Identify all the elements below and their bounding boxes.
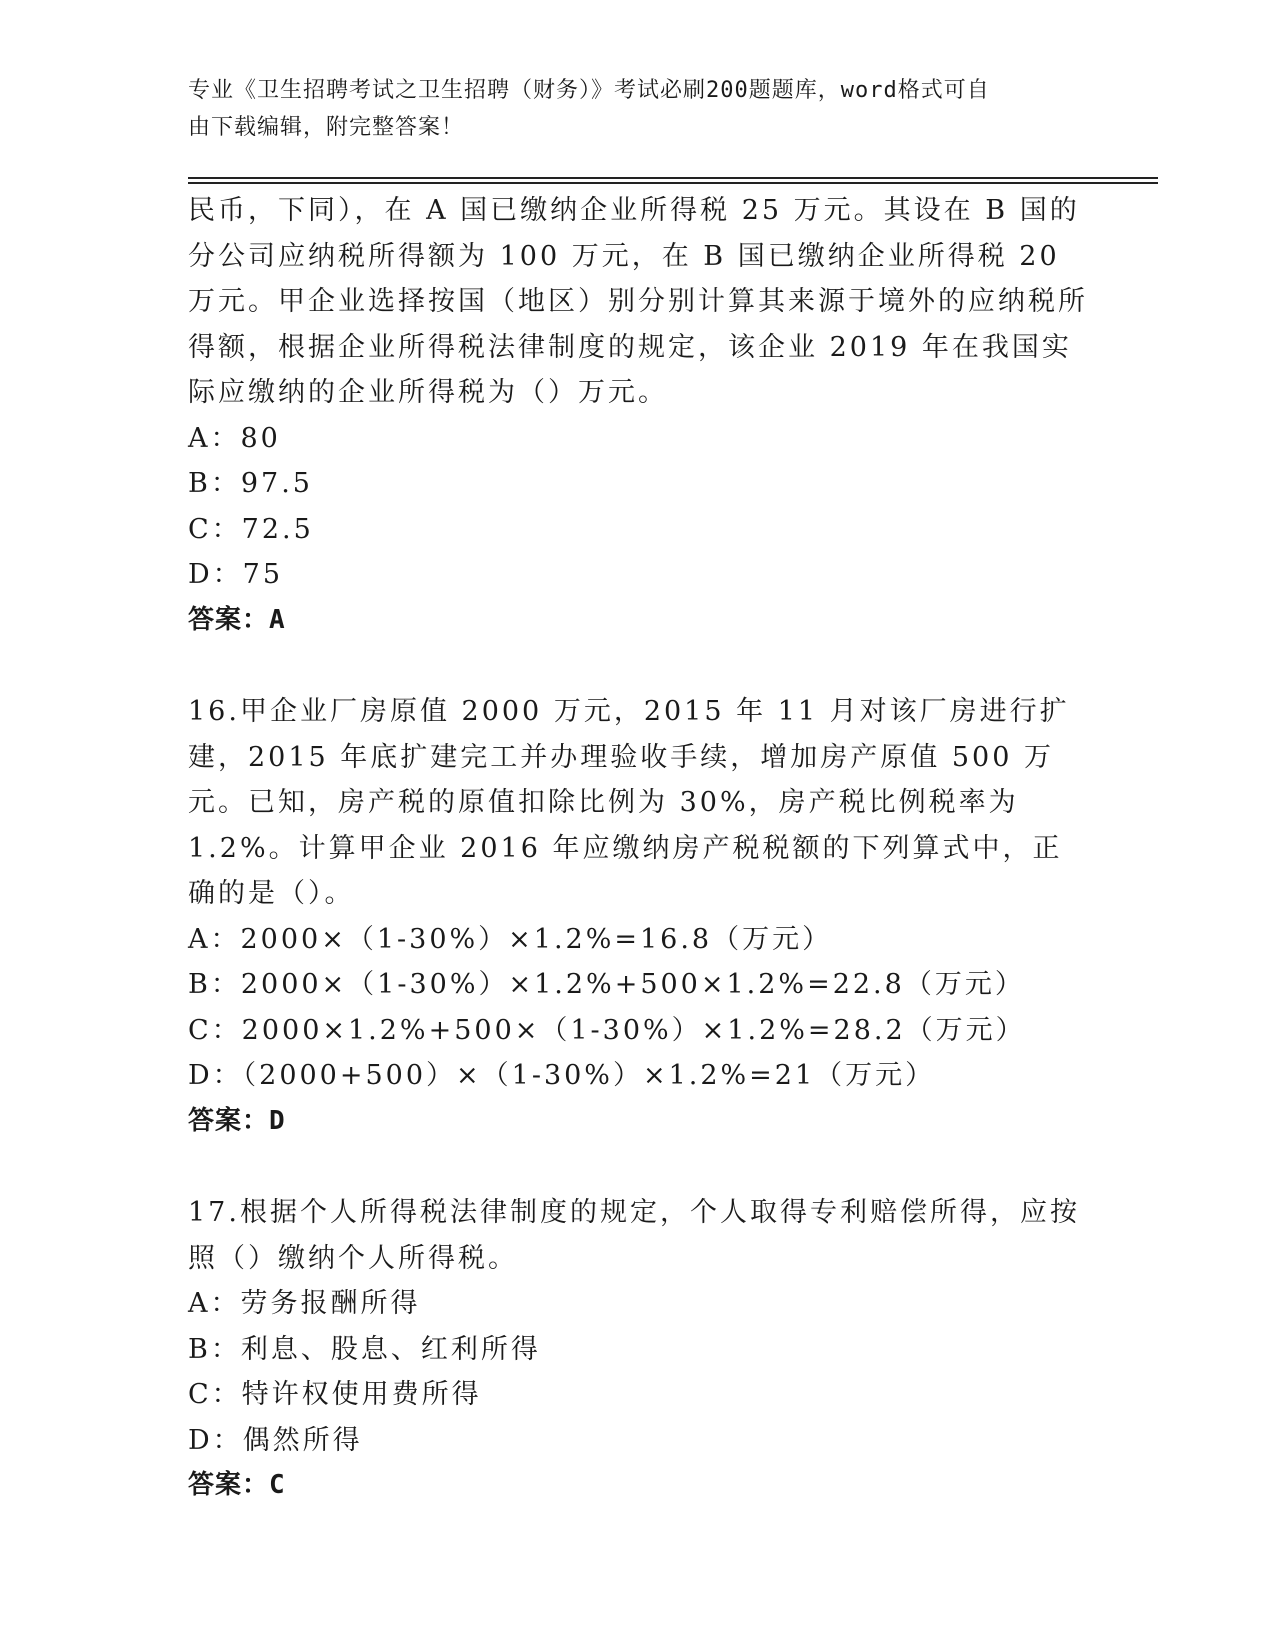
answer-label: 答案： [188,1105,270,1136]
option-a: A：劳务报酬所得 [188,1288,421,1319]
document-body [188,188,1088,1509]
header-line-1: 专业《卫生招聘考试之卫生招聘（财务）》考试必刷200题题库，word格式可自 [188,78,990,103]
option-c: C：2000×1.2%+500×（1-30%）×1.2%=28.2（万元） [188,1014,1026,1046]
answer-value: C [269,1470,286,1500]
answer-value: D [269,1105,286,1136]
question-text: 16.甲企业厂房原值 2000 万元，2015 年 11 月对该厂房进行扩建，2015 年底扩建完工并办理验收手续，增加房产原值 500 万元。已知，房产税的原值扣除比例为 30%，房产税比例税率为 1.2%。计算甲企业 2016 年应缴纳房产税税额的下列算式中，正确的是（）。 [188,696,1070,909]
answer-line [188,1463,1088,1509]
question-text: 17.根据个人所得税法律制度的规定，个人取得专利赔偿所得，应按照（）缴纳个人所得税。 [188,1197,1080,1274]
option-a: A：2000×（1-30%）×1.2%=16.8（万元） [188,923,833,955]
option-b: B：2000×（1-30%）×1.2%+500×1.2%=22.8（万元） [188,969,1025,1000]
header-divider-top [188,177,1158,179]
option-d: D：偶然所得 [188,1424,363,1456]
option-b: B：97.5 [188,468,313,499]
answer-line [188,598,1088,644]
answer-label: 答案： [188,604,270,635]
question-16 [188,689,1088,1144]
option-c: C：特许权使用费所得 [188,1379,482,1410]
document-header [188,72,1068,146]
header-line-2: 由下载编辑，附完整答案！ [188,115,465,140]
answer-line [188,1099,1088,1145]
answer-value: A [269,604,286,635]
question-15 [188,188,1088,643]
question-text: 民币，下同），在 A 国已缴纳企业所得税 25 万元。其设在 B 国的分公司应纳税所得额为 100 万元，在 B 国已缴纳企业所得税 20 万元。甲企业选择按国（地区）别分别计算其来源于境外的应纳税所得额，根据企业所得税法律制度的规定，该企业 2019 年在我国实际应缴纳的企业所得税为（）万元。 [188,195,1088,408]
answer-label: 答案： [188,1470,270,1500]
option-d: D：75 [188,559,284,590]
question-17 [188,1190,1088,1509]
header-divider-bottom [188,182,1158,184]
option-b: B：利息、股息、红利所得 [188,1333,541,1365]
option-a: A：80 [188,422,281,454]
option-d: D：（2000+500）×（1-30%）×1.2%=21（万元） [188,1060,936,1091]
option-c: C：72.5 [188,513,314,545]
